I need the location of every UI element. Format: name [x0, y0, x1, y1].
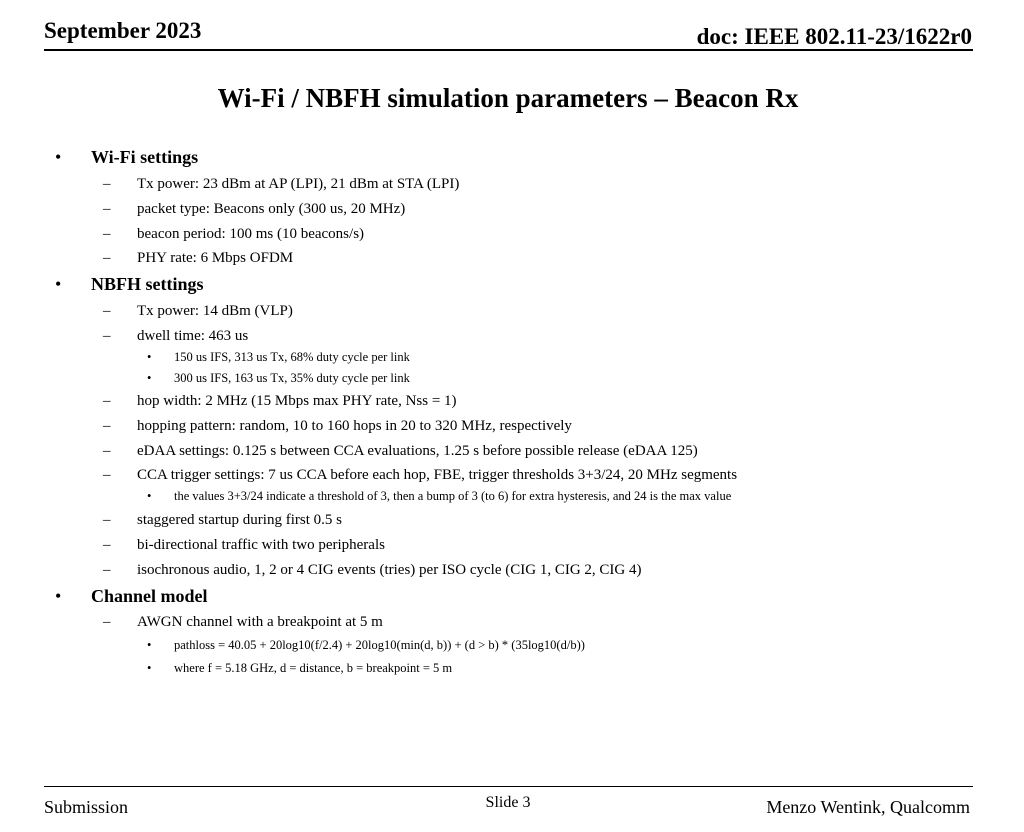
header-date: September 2023 — [44, 18, 202, 43]
nbfh-staggered-startup: – staggered startup during first 0.5 s — [137, 512, 342, 529]
nbfh-dwell-option-1: • 150 us IFS, 313 us Tx, 68% duty cycle per link — [174, 350, 410, 365]
wifi-phy-rate: – PHY rate: 6 Mbps OFDM — [137, 250, 293, 267]
channel-pathloss-formula: • pathloss = 40.05 + 20log10(f/2.4) + 20log10(min(d, b)) + (d > b) * (35log10(d/b)) — [174, 638, 585, 653]
footer-slide-number: Slide 3 — [485, 794, 531, 811]
wifi-settings-heading: • Wi-Fi settings — [91, 147, 198, 168]
channel-model-heading: • Channel model — [91, 586, 208, 607]
footer-rule — [44, 786, 973, 787]
wifi-packet-type: – packet type: Beacons only (300 us, 20 MHz) — [137, 201, 405, 218]
nbfh-dwell-option-2: • 300 us IFS, 163 us Tx, 35% duty cycle per link — [174, 371, 410, 386]
footer-submission: Submission — [44, 797, 129, 817]
nbfh-cca-note: • the values 3+3/24 indicate a threshold of 3, then a bump of 3 (to 6) for extra hysteresis, and 24 is the max value — [174, 489, 731, 504]
footer-author: Menzo Wentink, Qualcomm — [766, 797, 970, 817]
nbfh-hopping-pattern: – hopping pattern: random, 10 to 160 hops in 20 to 320 MHz, respectively — [137, 418, 572, 435]
nbfh-hop-width: – hop width: 2 MHz (15 Mbps max PHY rate, Nss = 1) — [137, 393, 457, 410]
nbfh-tx-power: – Tx power: 14 dBm (VLP) — [137, 303, 293, 320]
channel-awgn: – AWGN channel with a breakpoint at 5 m — [137, 614, 383, 631]
nbfh-settings-heading: • NBFH settings — [91, 274, 204, 295]
wifi-tx-power: – Tx power: 23 dBm at AP (LPI), 21 dBm at STA (LPI) — [137, 176, 459, 193]
header-doc-id: doc: IEEE 802.11-23/1622r0 — [696, 24, 972, 49]
nbfh-bidirectional-traffic: – bi-directional traffic with two peripherals — [137, 537, 385, 554]
slide-title: Wi-Fi / NBFH simulation parameters – Beacon Rx — [217, 83, 799, 113]
nbfh-dwell-time: – dwell time: 463 us — [137, 328, 248, 345]
nbfh-isochronous-audio: – isochronous audio, 1, 2 or 4 CIG events (tries) per ISO cycle (CIG 1, CIG 2, CIG 4) — [137, 562, 642, 579]
channel-formula-definitions: • where f = 5.18 GHz, d = distance, b = breakpoint = 5 m — [174, 661, 452, 676]
wifi-beacon-period: – beacon period: 100 ms (10 beacons/s) — [137, 226, 364, 243]
nbfh-cca-trigger: – CCA trigger settings: 7 us CCA before each hop, FBE, trigger thresholds 3+3/24, 20 MHz segments — [137, 467, 737, 484]
header-rule — [44, 49, 973, 51]
nbfh-edaa-settings: – eDAA settings: 0.125 s between CCA evaluations, 1.25 s before possible release (eDAA 125) — [137, 443, 698, 460]
